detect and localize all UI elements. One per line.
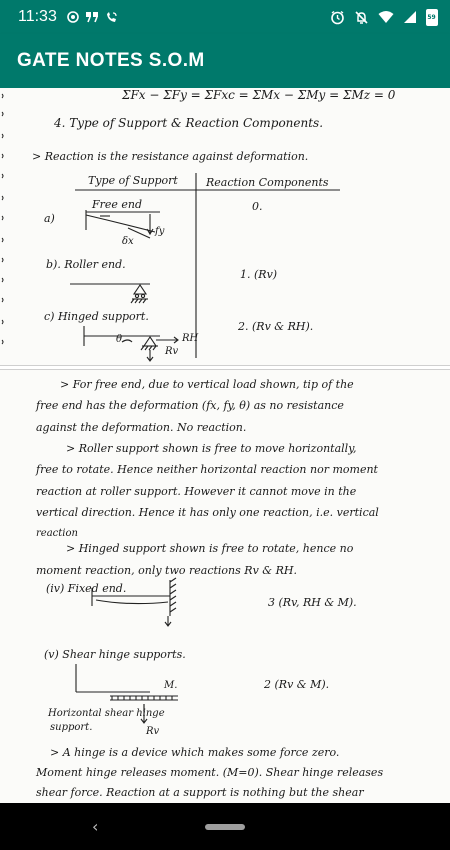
fixed-end-label: (iv) Fixed end. [46, 582, 127, 595]
body-line-8: reaction [36, 528, 78, 539]
row-a-value: 0. [252, 200, 263, 213]
body-line-10: moment reaction, only two reactions Rv & RH. [36, 564, 297, 577]
status-bar [0, 0, 450, 34]
signal-icon [403, 10, 417, 24]
home-pill-icon[interactable] [205, 824, 245, 830]
app-title: GATE NOTES S.O.M [17, 50, 205, 71]
table-header-left: Type of Support [88, 174, 178, 187]
body-line-2: free end has the deformation (fx, fy, θ) as no resistance [36, 399, 344, 412]
back-chevron-icon[interactable]: ‹ [92, 817, 99, 836]
fixed-end-value: 3 (Rv, RH & M). [268, 596, 357, 609]
horizontal-shear-label: Horizontal shear hinge [48, 708, 165, 719]
battery-level: 59 [427, 13, 436, 21]
status-right-icons [330, 9, 438, 26]
tail-line-1: > A hinge is a device which makes some force zero. [50, 746, 340, 759]
body-line-5: free to rotate. Hence neither horizontal reaction nor moment [36, 463, 378, 476]
row-b-label: b). Roller end. [46, 258, 126, 271]
rv-label: Rv [165, 346, 179, 357]
tail-line-2: Moment hinge releases moment. (M=0). Shear hinge releases [36, 766, 384, 779]
support-label: support. [50, 722, 93, 733]
body-line-1: > For free end, due to vertical load shown, tip of the [60, 378, 354, 391]
row-b-value: 1. (Rv) [240, 268, 278, 281]
row-a-name: Free end [92, 198, 143, 211]
row-c-label: c) Hinged support. [44, 310, 149, 323]
battery-icon [426, 9, 438, 26]
moment-label: M. [164, 680, 178, 691]
dx-label: δx [122, 236, 134, 247]
body-line-6: reaction at roller support. However it cannot move in the [36, 485, 357, 498]
app-bar [0, 34, 450, 88]
row-a-label: a) [44, 212, 55, 225]
intro-line: > Reaction is the resistance against deformation. [32, 150, 309, 163]
status-time: 11:33 [18, 8, 57, 25]
row-c-value: 2. (Rv & RH). [238, 320, 314, 333]
mute-icon [354, 10, 369, 25]
body-line-4: > Roller support shown is free to move horizontally, [66, 442, 357, 455]
table-header-right: Reaction Components [206, 176, 329, 189]
notes-page-2 [0, 370, 450, 803]
wifi-call-icon [105, 11, 118, 24]
status-left-icons [67, 11, 118, 24]
section-heading: 4. Type of Support & Reaction Components. [54, 116, 324, 130]
notes-page-1 [0, 88, 450, 365]
shear-hinge-value: 2 (Rv & M). [264, 678, 330, 691]
equilibrium-equation: ΣFx − ΣFy = ΣFxc = ΣMx − ΣMy = ΣMz = 0 [122, 88, 396, 102]
alarm-icon [330, 10, 345, 25]
shear-hinge-label: (v) Shear hinge supports. [44, 648, 186, 661]
body-line-7: vertical direction. Hence it has only one reaction, i.e. vertical [36, 506, 379, 519]
body-line-9: > Hinged support shown is free to rotate, hence no [66, 542, 354, 555]
fy-label: fy [155, 226, 165, 237]
theta-label: θ [116, 334, 123, 345]
notification-icon [67, 11, 79, 23]
navigation-bar [0, 803, 450, 850]
notes-viewer[interactable] [0, 88, 450, 803]
body-line-3: against the deformation. No reaction. [36, 421, 247, 434]
shear-rv-label: Rv [146, 726, 160, 737]
quote-icon [85, 11, 99, 23]
rh-label: RH [182, 333, 199, 344]
tail-line-3: shear force. Reaction at a support is nothing but the shear [36, 786, 364, 799]
wifi-icon [378, 10, 394, 24]
